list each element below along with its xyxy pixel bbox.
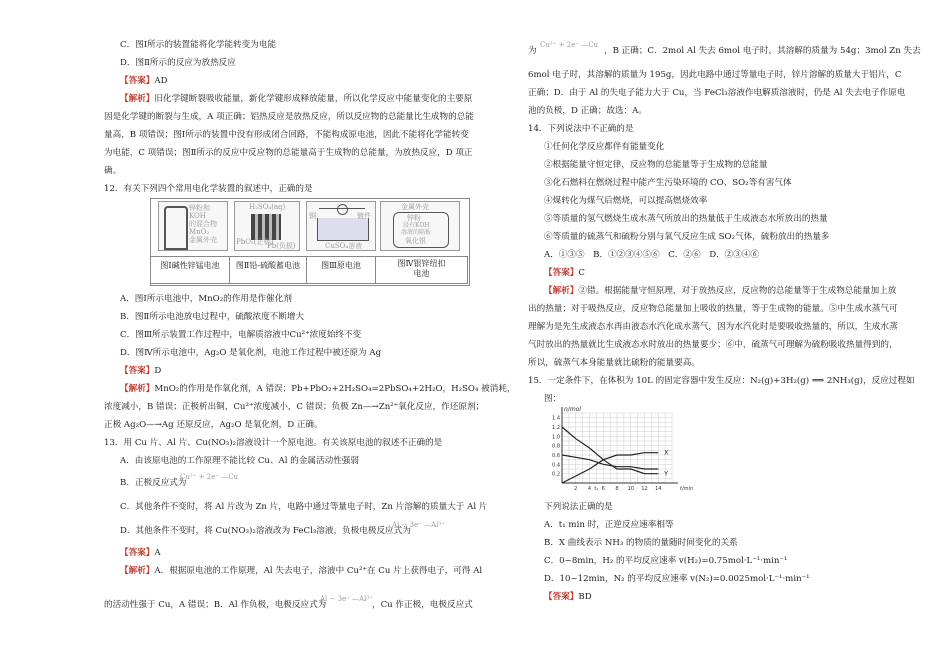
explanation-q11-line5: 确。 (104, 166, 122, 176)
explanation-tag: 【解析】 (120, 384, 155, 394)
fig1-label: KOH (189, 212, 206, 220)
series-label: X (664, 449, 669, 457)
explanation-q13-line1 (120, 566, 482, 577)
q15-option-b: B．X 曲线表示 NH₃ 的物质的量随时间变化的关系 (544, 538, 738, 548)
fig1-label: 锌粉和 (189, 204, 210, 212)
y-tick-label: 0.4 (552, 462, 560, 469)
wire-icon (319, 208, 365, 209)
series-label: Y (664, 470, 668, 478)
x-tick-label: 2 (574, 486, 578, 492)
q15-option-c: C．0~8min，H₂ 的平均反应速率 v(H₂)=0.75mol·L⁻¹·min⁻¹ (544, 556, 788, 566)
caption-figure-3: 图Ⅲ原电池 (306, 256, 376, 284)
q11-option-d: D．图Ⅱ所示的反应为放热反应 (120, 58, 236, 68)
q14-statement-6: ⑥等质量的硫蒸气和硫粉分别与氧气反应生成 SO₂气体，硫粉放出的热量多 (544, 232, 830, 242)
question-15-line2: 图： (544, 394, 562, 404)
explanation-text: MnO₂的作用是作氧化剂，A 错误；Pb+PbO₂+2H₂SO₄=2PbSO₄+2H₂O，H₂SO₄ 被消耗， (154, 384, 516, 394)
explanation-q11-line1 (120, 94, 472, 105)
q12-option-d: D．图Ⅳ所示电池中，Ag₂O 是氧化剂，电池工作过程中被还原为 Ag (120, 348, 382, 358)
fig4-label: 浸有KOH (403, 222, 430, 229)
answer-value: BD (578, 592, 592, 602)
explanation-q11-line2: 因是化学键的断裂与生成，A 项正确；铝热反应是放热反应，所以反应物的总能量比生成物的总能 (104, 112, 474, 122)
answer-q15 (544, 592, 592, 603)
fig1-label: 金属外壳 (189, 236, 217, 244)
answer-q12 (120, 366, 161, 377)
figure-3-galvanic-cell (306, 201, 376, 251)
explanation-tag: 【解析】 (120, 94, 155, 104)
question-15-line1: 15．一定条件下，在体积为 10L 的固定容器中发生反应：N₂(g)+3H₂(g) ⟹ 2NH₃(g)，反应过程如 (528, 376, 915, 386)
explanation-tag: 【解析】 (120, 566, 155, 576)
right-line1: ，B 正确；C．2mol Al 失去 6mol 电子时，其溶解的质量为 54g；3mol Zn 失去 (604, 46, 921, 56)
y-tick-label: 1.2 (552, 425, 560, 431)
y-tick-label: 0.8 (552, 443, 560, 450)
explanation-equation: Al − 3e⁻ —Al³⁺ (320, 595, 373, 603)
question-14: 14．下列说法中不正确的是 (528, 124, 634, 134)
y-tick-label: 0.6 (552, 453, 560, 459)
electrode-plates-icon (251, 214, 281, 240)
explanation-q14-line5: 所以，硫蒸气本身能量就比硫粉的能量要高。 (528, 358, 700, 368)
answer-q14 (544, 268, 585, 279)
answer-tag: 【答案】 (120, 548, 155, 558)
explanation-q14-line3: 理解为是先生成液态水再由液态水汽化成水蒸气，因为水汽化时是要吸收热量的，所以，生成水蒸 (528, 322, 898, 332)
caption-line: 电池 (413, 269, 430, 278)
fig3-label: CuSO₄溶液 (325, 242, 363, 250)
x-tick-label: 6 (601, 486, 605, 492)
battery-shell-icon (164, 206, 188, 250)
q15-stem: 下列说法正确的是 (544, 502, 613, 512)
fig2-label: PbO₂(正极) (236, 238, 274, 246)
answer-q11 (120, 76, 168, 87)
fig4-label: 锌粉 (407, 214, 421, 222)
option-text: B．正极反应式为 (120, 478, 187, 488)
x-tick-label: 4 (587, 486, 592, 492)
explanation-q14-line4: 气时放出的热量就比生成液态水时放出的热量要少；⑥中，硫蒸气可理解为硫粉吸收热量得到的， (528, 340, 898, 350)
ammeter-icon (337, 204, 348, 215)
q15-option-a: A．t₁ min 时，正逆反应速率相等 (544, 520, 674, 530)
y-tick-label: 1.4 (552, 415, 560, 422)
q14-statement-2: ②根据能量守恒定律，反应物的总能量等于生成物的总能量 (544, 160, 768, 170)
fig4-label: 金属外壳 (401, 203, 429, 211)
fig1-label: 的混合物 (189, 220, 217, 228)
fig4-label: 溶液的隔板 (401, 229, 432, 236)
y-axis-label: n/mol (564, 406, 582, 413)
answer-value: A (154, 548, 161, 558)
q14-statement-1: ①任何化学反应都伴有能量变化 (544, 142, 665, 152)
explanation-text: ②错。根据能量守恒原理，对于放热反应，反应物的总能量等于生成物总能量加上放 (578, 286, 897, 296)
question-12: 12．有关下列四个常用电化学装置的叙述中，正确的是 (104, 184, 313, 194)
q13-d-equation: Al − 3e⁻ —Al³⁺ (392, 521, 445, 529)
q12-option-c: C．图Ⅲ所示装置工作过程中，电解质溶液中Cu²⁺浓度始终不变 (120, 330, 362, 340)
explanation-tag: 【解析】 (544, 286, 579, 296)
explanation-q14-line1 (544, 286, 896, 297)
question-13: 13．用 Cu 片、Al 片、Cu(NO₃)₂溶液设计一个原电池。有关该原电池的叙述不正确的是 (104, 438, 443, 448)
explanation-q13-line2 (104, 600, 326, 611)
q15-option-d: D．10~12min，N₂ 的平均反应速率 v(N₂)=0.0025mol·L⁻¹·min⁻¹ (544, 574, 810, 584)
x-tick-label: 14 (655, 486, 662, 492)
caption-figure-1: 图Ⅰ碱性锌锰电池 (150, 256, 230, 284)
q12-option-a: A．图Ⅰ所示电池中，MnO₂的作用是作催化剂 (120, 294, 292, 304)
q11-option-c: C．图Ⅰ所示的装置能将化学能转变为电能 (120, 40, 277, 50)
fig1-label: MnO₂ (189, 228, 210, 236)
explanation-q12-line1 (120, 384, 516, 395)
explanation-q12-line2: 浓度减小，B 错误；正极析出铜，Cu²⁺浓度减小，C 错误；负极 Zn—→Zn²⁺氧化反应，作还原剂； (104, 402, 485, 412)
answer-q13 (120, 548, 161, 559)
y-tick-label: 0.2 (552, 471, 560, 478)
fig4-label: 氧化银 (405, 237, 426, 245)
fig3-label: 铜 (309, 212, 316, 220)
x-tick-label: 10 (627, 486, 634, 492)
explanation-text: A．根据原电池的工作原理，Al 失去电子，溶液中 Cu²⁺在 Cu 片上获得电子，可得 Al (154, 566, 483, 576)
fig2-label: H₂SO₄(aq) (249, 203, 286, 211)
answer-value: D (154, 366, 162, 376)
q13-option-c: C．其他条件不变时，将 Al 片改为 Zn 片，电路中通过等量电子时，Zn 片溶解的质量大于 Al 片 (120, 502, 488, 512)
q13-option-d: D．其他条件不变时，将 Cu(NO₃)₂溶液改为 FeCl₃溶液，负极电极反应式为 (120, 526, 411, 536)
fig2-label: Pb(负极) (267, 242, 296, 250)
right-line1-prefix: 为 (528, 46, 537, 56)
y-tick-label: 1.0 (552, 434, 560, 441)
q15-chart (540, 405, 694, 495)
explanation-q11-line4: 为电能，C 项错误；图Ⅱ所示的反应中反应物的总能量高于生成物的总能量，为放热反应，D 项正 (104, 148, 473, 158)
q14-statement-3: ③化石燃料在燃烧过程中能产生污染环境的 CO、SO₂等有害气体 (544, 178, 792, 188)
explanation-text: 的活动性强于 Cu，A 错误；B．Al 作负极，电极反应式为 (104, 600, 327, 610)
caption-line: 图Ⅳ银锌纽扣 (397, 259, 446, 268)
explanation-q13-line2b: ，Cu 作正极，电极反应式 (372, 600, 473, 610)
x-tick-label: 12 (641, 486, 648, 492)
explanation-q14-line2: 出的热量；对于吸热反应，反应物总能量加上吸收的热量，等于生成物的能量。⑤中生成水蒸气可 (528, 304, 898, 314)
figure-1-alkaline-battery (158, 201, 228, 251)
answer-tag: 【答案】 (120, 76, 155, 86)
q14-options: A．①③⑤ B．①②③④⑤⑥ C．②⑥ D．②③④⑥ (544, 250, 760, 260)
fig3-label: 镀件 (357, 212, 371, 220)
x-axis-label: t/min (680, 486, 694, 492)
answer-value: AD (154, 76, 168, 86)
explanation-text: 旧化学键断裂吸收能量，新化学键形成释放能量，所以化学反应中能量变化的主要原 (154, 94, 473, 104)
explanation-q11-line3: 量高，B 项错误；图Ⅰ所示的装置中没有形成闭合回路，不能构成原电池，因此不能将化学能转变 (104, 130, 469, 140)
caption-figure-2: 图Ⅱ铅-硫酸蓄电池 (229, 256, 307, 284)
q14-statement-4: ④煤转化为煤气后燃烧，可以提高燃烧效率 (544, 196, 708, 206)
q13-b-equation: Cu²⁺ + 2e⁻ —Cu (180, 473, 239, 481)
answer-tag: 【答案】 (544, 268, 579, 278)
right-line2: 6mol 电子时，其溶解的质量为 195g，因此电路中通过等量电子时，锌片溶解的质量大于铝片，C (528, 70, 902, 80)
x-tick-label: 8 (615, 486, 619, 492)
right-line1-equation: Cu²⁺ + 2e⁻ —Cu (540, 41, 599, 49)
answer-tag: 【答案】 (544, 592, 579, 602)
x-tick-label: t₁ (594, 486, 599, 492)
q13-option-b (120, 478, 186, 489)
explanation-q12-line3: 正极 Ag₂O—→Ag 还原反应，Ag₂O 是氧化剂，D 正确。 (104, 420, 323, 430)
right-line3: 正确；D．由于 Al 的失电子能力大于 Cu，当 FeCl₃溶液作电解质溶液时，仍是 Al 失去电子作原电 (528, 88, 906, 98)
answer-value: C (578, 268, 585, 278)
right-line4: 池的负极，D 正确；故选：A。 (528, 106, 647, 116)
q13-option-a: A．由该原电池的工作原理不能比较 Cu、Al 的金属活动性强弱 (120, 456, 359, 466)
caption-figure-4 (375, 256, 468, 284)
figure-4-button-cell (380, 201, 460, 251)
q14-statement-5: ⑤等质量的氢气燃烧生成水蒸气所放出的热量低于生成液态水所放出的热量 (544, 214, 828, 224)
q12-option-b: B．图Ⅱ所示电池放电过程中，硫酸浓度不断增大 (120, 312, 305, 322)
answer-tag: 【答案】 (120, 366, 155, 376)
beaker-icon (317, 218, 369, 241)
figure-2-lead-acid-battery (234, 201, 300, 251)
